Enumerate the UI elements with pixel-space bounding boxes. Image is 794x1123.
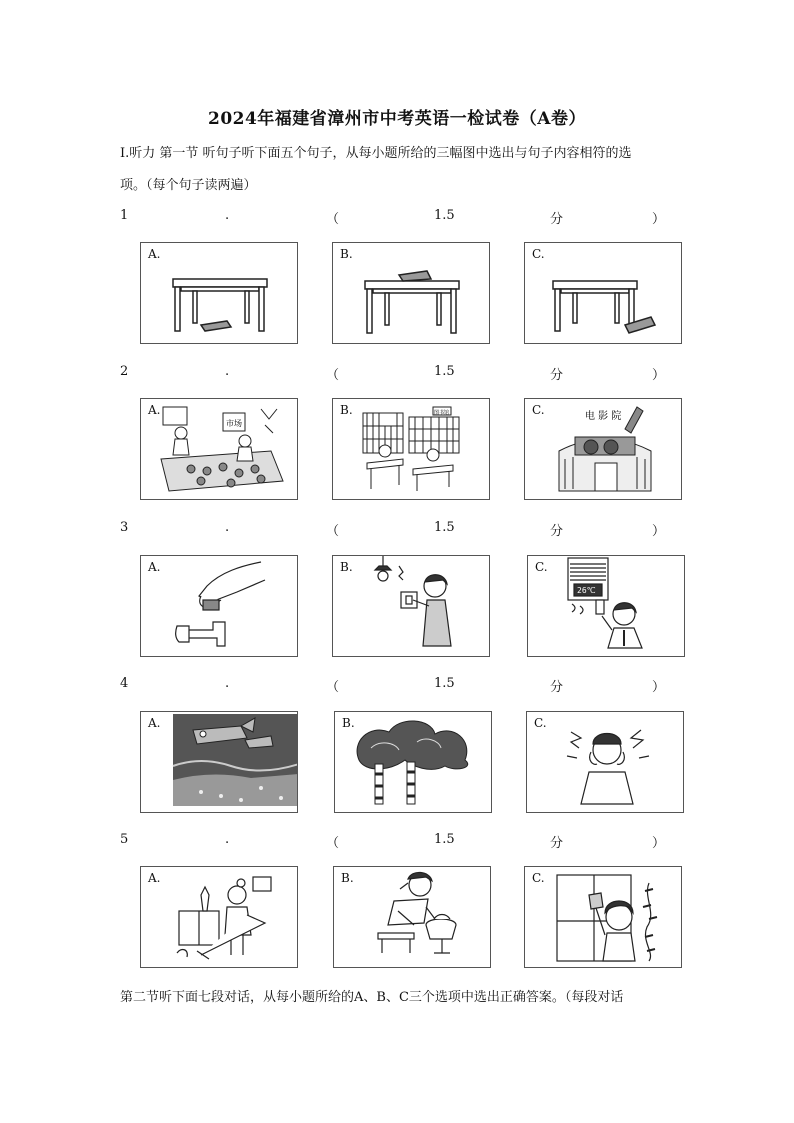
section2-instructions: 第二节听下面七段对话，从每小题所给的A、B、C三个选项中选出正确答案。（每段对话 xyxy=(120,990,624,1005)
table-with-object-on-top-icon xyxy=(333,243,490,344)
close-paren: ） xyxy=(652,680,666,695)
q5-option-b[interactable] xyxy=(333,866,491,968)
open-paren: （ xyxy=(326,212,340,227)
question-row-2 xyxy=(120,364,668,382)
cinema-building-icon xyxy=(525,399,682,500)
question-number: 5 xyxy=(120,832,129,847)
question-number: 3 xyxy=(120,520,129,535)
question-dot: . xyxy=(225,364,230,379)
question-row-3 xyxy=(120,520,668,538)
question-dot: . xyxy=(225,832,230,847)
q4-option-c[interactable] xyxy=(526,711,684,813)
water-pollution-icon xyxy=(141,712,298,813)
score: 1.5 xyxy=(434,364,455,379)
open-paren: （ xyxy=(326,368,340,383)
close-paren: ） xyxy=(652,524,666,539)
score-unit: 分 xyxy=(550,212,564,227)
score: 1.5 xyxy=(434,520,455,535)
section1-instructions-cont: 项。（每个句子读两遍） xyxy=(120,178,257,193)
score-unit: 分 xyxy=(550,524,564,539)
q5-option-a[interactable] xyxy=(140,866,298,968)
q2-option-c[interactable] xyxy=(524,398,682,500)
question-row-4 xyxy=(120,676,668,694)
option-label: B. xyxy=(340,560,353,574)
page-title: 2024年福建省漳州市中考英语一检试卷（A卷） xyxy=(207,109,586,129)
question-dot: . xyxy=(225,520,230,535)
cleaning-window-icon xyxy=(525,867,682,968)
question-row-1 xyxy=(120,208,668,226)
section1-instructions: I.听力 第一节 听句子听下面五个句子，从每小题所给的三幅图中选出与句子内容相符的选 xyxy=(120,146,632,161)
q3-option-b[interactable] xyxy=(332,555,490,657)
score-unit: 分 xyxy=(550,680,564,695)
cinema-sign: 电 影 院 xyxy=(585,411,622,422)
washing-clothes-icon xyxy=(334,867,491,968)
market-sign: 市场 xyxy=(226,419,242,428)
library-sign: 图书馆 xyxy=(434,410,450,416)
close-paren: ） xyxy=(652,212,666,227)
turning-off-tap-icon xyxy=(141,556,298,657)
q2-option-b[interactable] xyxy=(332,398,490,500)
option-label: B. xyxy=(341,871,354,885)
open-paren: （ xyxy=(326,836,340,851)
library-scene-icon xyxy=(333,399,490,500)
q1-option-a[interactable] xyxy=(140,242,298,344)
option-label: C. xyxy=(534,716,547,730)
market-scene-icon xyxy=(141,399,298,500)
open-paren: （ xyxy=(326,524,340,539)
air-pollution-icon xyxy=(335,712,492,813)
q2-option-a[interactable] xyxy=(140,398,298,500)
option-label: A. xyxy=(148,403,161,417)
option-label: A. xyxy=(148,247,161,261)
score: 1.5 xyxy=(434,208,455,223)
q5-option-c[interactable] xyxy=(524,866,682,968)
question-row-5 xyxy=(120,832,668,850)
switching-off-light-icon xyxy=(333,556,490,657)
score-unit: 分 xyxy=(550,368,564,383)
option-label: C. xyxy=(532,247,545,261)
ac-temperature-display: 26℃ xyxy=(577,586,596,595)
score: 1.5 xyxy=(434,676,455,691)
q3-option-a[interactable] xyxy=(140,555,298,657)
sweeping-floor-icon xyxy=(141,867,298,968)
option-label: B. xyxy=(340,403,353,417)
question-dot: . xyxy=(225,676,230,691)
q1-option-b[interactable] xyxy=(332,242,490,344)
score: 1.5 xyxy=(434,832,455,847)
close-paren: ） xyxy=(652,836,666,851)
option-label: B. xyxy=(340,247,353,261)
option-label: B. xyxy=(342,716,355,730)
air-conditioner-icon xyxy=(528,556,685,657)
q4-option-a[interactable] xyxy=(140,711,298,813)
question-number: 4 xyxy=(120,676,129,691)
question-dot: . xyxy=(225,208,230,223)
option-label: C. xyxy=(532,403,545,417)
option-label: C. xyxy=(532,871,545,885)
question-number: 2 xyxy=(120,364,129,379)
question-number: 1 xyxy=(120,208,129,223)
noise-pollution-icon xyxy=(527,712,684,813)
q4-option-b[interactable] xyxy=(334,711,492,813)
open-paren: （ xyxy=(326,680,340,695)
score-unit: 分 xyxy=(550,836,564,851)
option-label: A. xyxy=(148,871,161,885)
table-with-object-beside-icon xyxy=(525,243,682,344)
option-label: C. xyxy=(535,560,548,574)
table-with-object-below-icon xyxy=(141,243,298,344)
q3-option-c[interactable] xyxy=(527,555,685,657)
option-label: A. xyxy=(148,560,161,574)
option-label: A. xyxy=(148,716,161,730)
close-paren: ） xyxy=(652,368,666,383)
q1-option-c[interactable] xyxy=(524,242,682,344)
